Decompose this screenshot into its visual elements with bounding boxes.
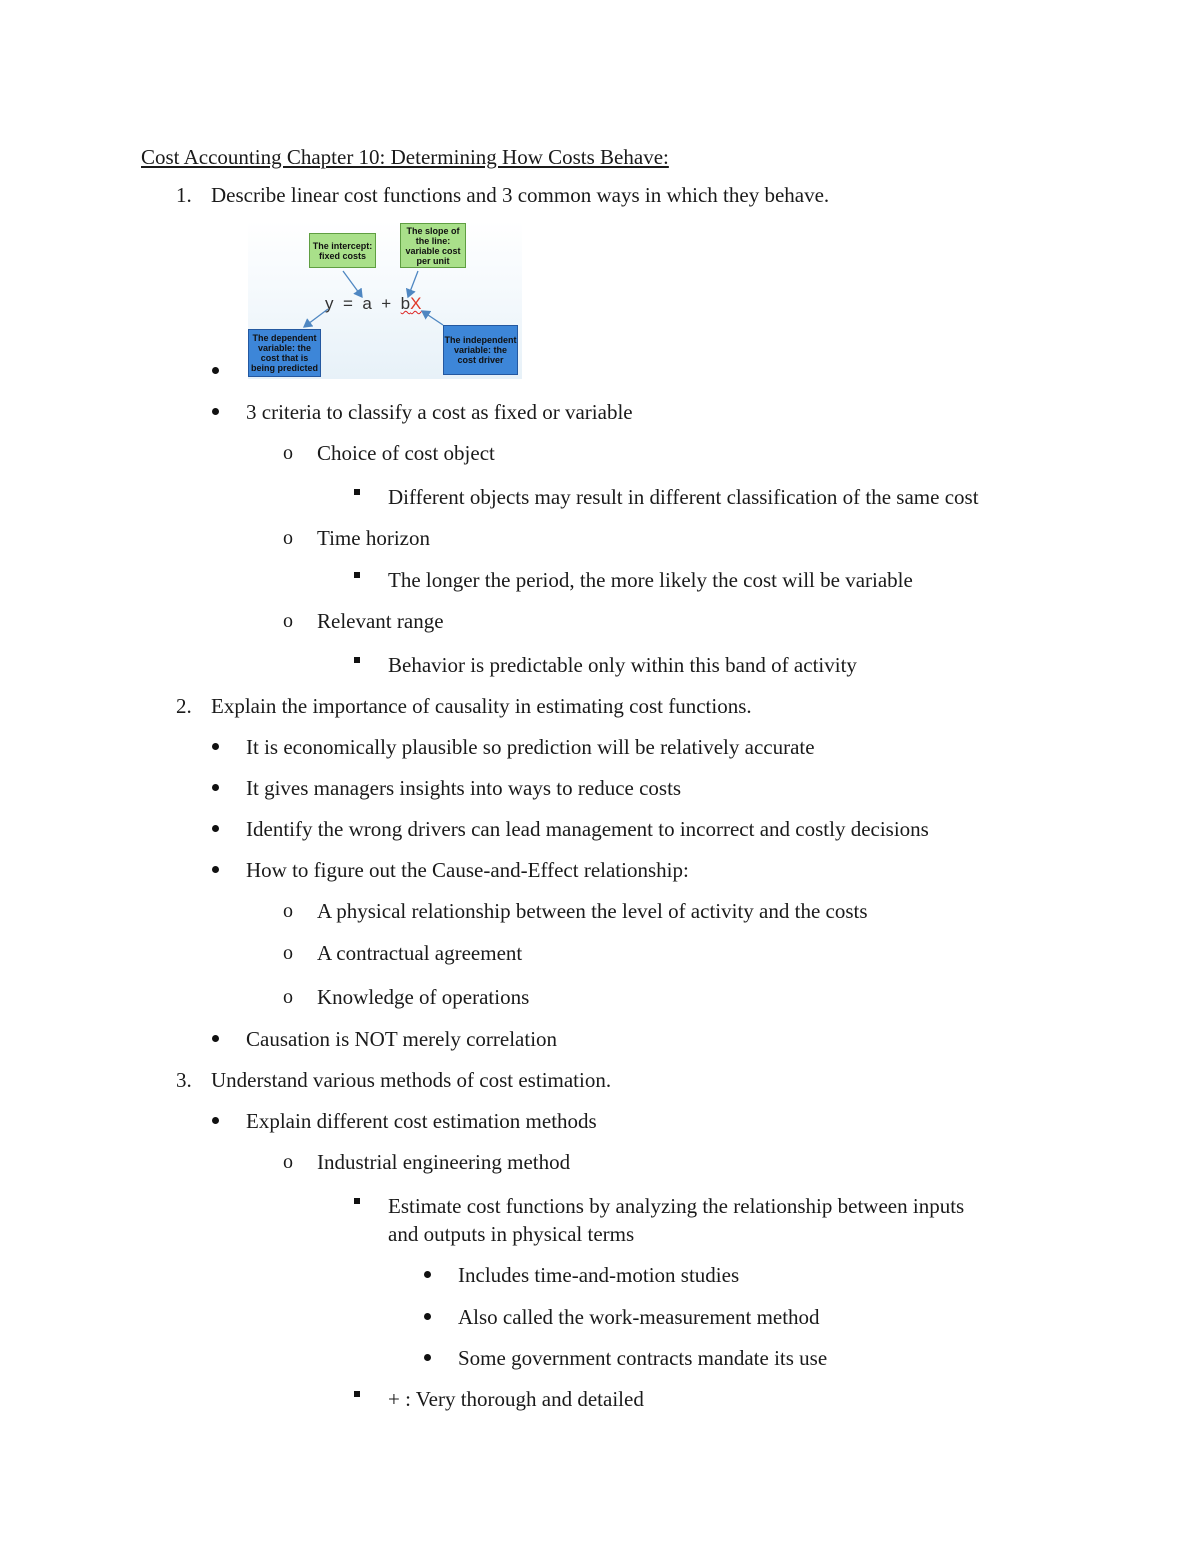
relevant-range-detail: Behavior is predictable only within this band of activity: [388, 653, 857, 677]
choice-of-cost-object: Choice of cost object: [317, 441, 495, 465]
hollow-bullet: o: [283, 900, 293, 922]
industrial-engineering-definition-line-2: and outputs in physical terms: [388, 1222, 635, 1246]
bullet: [424, 1271, 431, 1278]
hollow-bullet: o: [283, 610, 293, 632]
choice-detail: Different objects may result in different classification of the same cost: [388, 485, 979, 509]
square-bullet: [354, 1391, 360, 1397]
time-motion-studies: Includes time-and-motion studies: [458, 1263, 740, 1287]
square-bullet: [354, 572, 360, 578]
government-contracts: Some government contracts mandate its use: [458, 1346, 828, 1370]
square-bullet: [354, 489, 360, 495]
hollow-bullet: o: [283, 942, 293, 964]
industrial-engineering-method: Industrial engineering method: [317, 1150, 571, 1174]
hollow-bullet: o: [283, 527, 293, 549]
equation-a: a: [362, 294, 372, 313]
bullet: [212, 1117, 219, 1124]
bullet: [212, 825, 219, 832]
question-1-text: Describe linear cost functions and 3 common ways in which they behave.: [211, 183, 830, 207]
hollow-bullet: o: [283, 442, 293, 464]
hollow-bullet: o: [283, 986, 293, 1008]
equation-b: b: [400, 294, 411, 313]
bullet: [212, 784, 219, 791]
question-2-text: Explain the importance of causality in estimating cost functions.: [211, 694, 752, 718]
equation-plus: +: [381, 294, 392, 313]
square-bullet: [354, 1198, 360, 1204]
bullet: [212, 743, 219, 750]
relevant-range: Relevant range: [317, 609, 444, 633]
document-title: Cost Accounting Chapter 10: Determining How Costs Behave:: [141, 145, 669, 169]
work-measurement-method: Also called the work-measurement method: [458, 1305, 820, 1329]
linear-cost-function-diagram: [248, 221, 522, 379]
estimation-methods-item: Explain different cost estimation methods: [246, 1109, 597, 1133]
time-horizon: Time horizon: [317, 526, 430, 550]
cause-effect-contractual: A contractual agreement: [317, 941, 523, 965]
equation-x: X: [410, 294, 422, 313]
time-horizon-detail: The longer the period, the more likely the cost will be variable: [388, 568, 913, 592]
equation-y: y: [325, 294, 334, 313]
question-3-text: Understand various methods of cost estimation.: [211, 1068, 612, 1092]
bullet: [212, 1035, 219, 1042]
advantage-thorough: + : Very thorough and detailed: [388, 1387, 644, 1411]
cause-effect-physical: A physical relationship between the level of activity and the costs: [317, 899, 868, 923]
bullet: [212, 408, 219, 415]
question-2-number: 2.: [176, 694, 192, 718]
criteria-item: 3 criteria to classify a cost as fixed or variable: [246, 400, 633, 424]
square-bullet: [354, 657, 360, 663]
industrial-engineering-definition-line-1: Estimate cost functions by analyzing the relationship between inputs: [388, 1194, 965, 1218]
intercept-label-box: The intercept: fixed costs: [309, 233, 376, 268]
causality-point-5: Causation is NOT merely correlation: [246, 1027, 558, 1051]
bullet: [424, 1313, 431, 1320]
hollow-bullet: o: [283, 1151, 293, 1173]
cause-effect-knowledge: Knowledge of operations: [317, 985, 530, 1009]
question-1-number: 1.: [176, 183, 192, 207]
causality-point-4: How to figure out the Cause-and-Effect relationship:: [246, 858, 689, 882]
causality-point-3: Identify the wrong drivers can lead management to incorrect and costly decisions: [246, 817, 929, 841]
causality-point-2: It gives managers insights into ways to reduce costs: [246, 776, 682, 800]
slope-label-box: The slope of the line: variable cost per unit: [400, 223, 466, 268]
dependent-variable-box: The dependent variable: the cost that is being predicted: [248, 329, 321, 377]
equation-equals: =: [342, 294, 353, 313]
bullet: [424, 1354, 431, 1361]
causality-point-1: It is economically plausible so prediction will be relatively accurate: [246, 735, 815, 759]
independent-variable-box: The independent variable: the cost driver: [443, 325, 518, 375]
cost-function-equation: [325, 294, 421, 314]
bullet: [212, 367, 219, 374]
bullet: [212, 866, 219, 873]
question-3-number: 3.: [176, 1068, 192, 1092]
